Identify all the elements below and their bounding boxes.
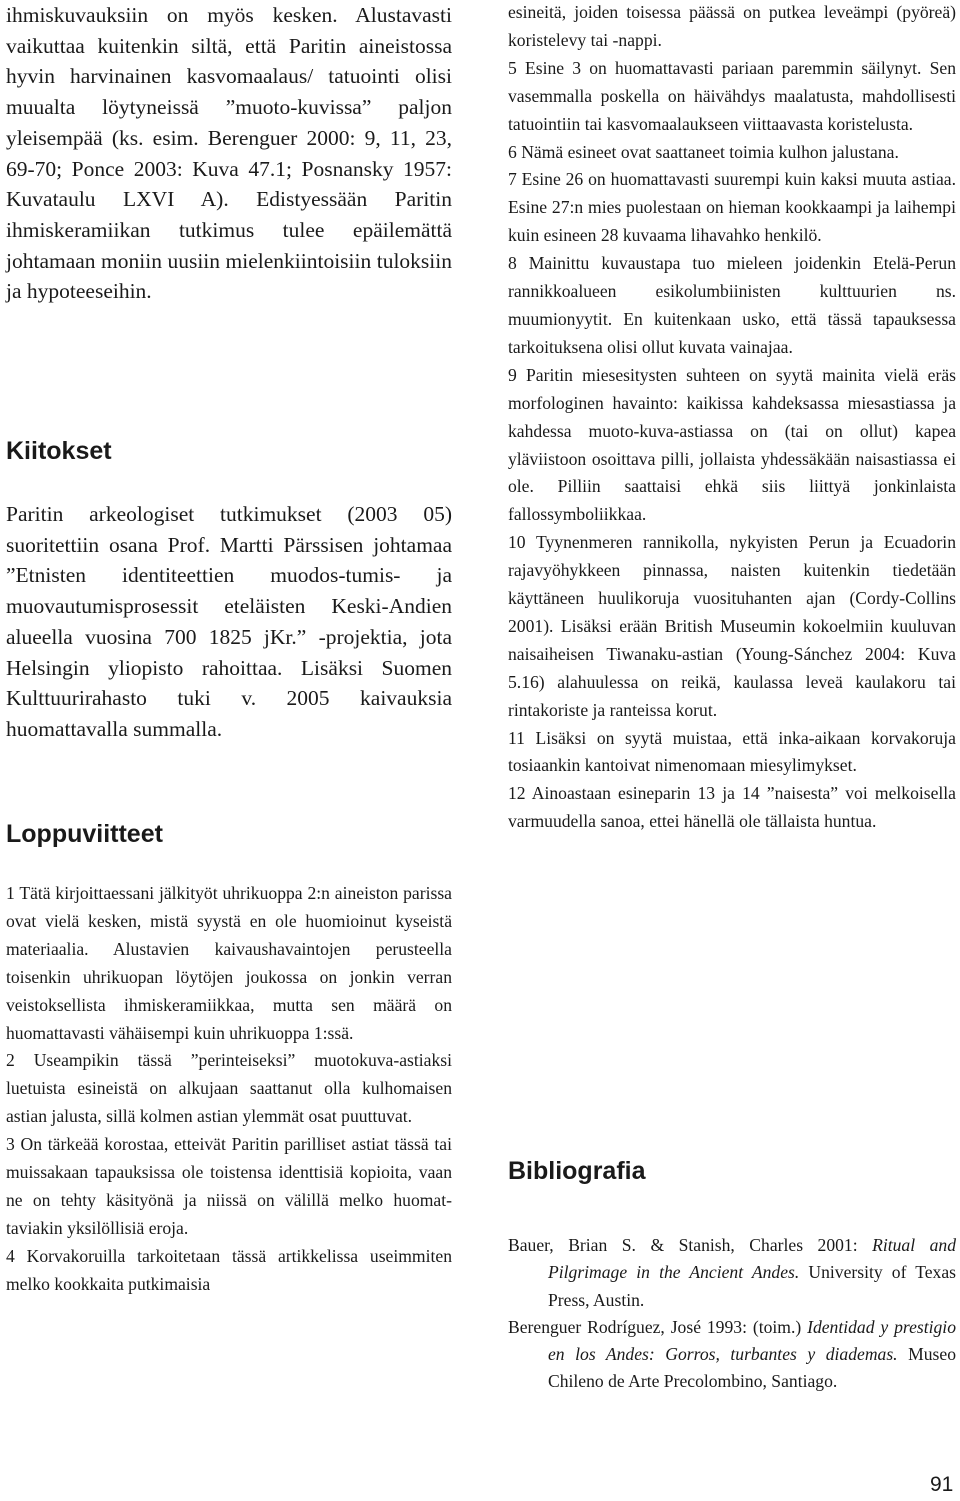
bibliography-title: Ritual and Pilgrimage in the Ancient Andes. [548,1235,956,1283]
endnote: 8 Mainittu kuvaustapa tuo mieleen joidenkin Etelä-Perun rannikkoalueen esikolumbiinisten kulttuurien ns. muumionyytit. En kuitenkaan usko, että tässä tapauksessa tarkoituksena olisi ollut kuvata vainajaa. [508,253,956,357]
endnotes-list [6,880,452,1299]
acknowledgements-text: Paritin arkeologiset tutkimukset (2003 05) suoritettiin osana Prof. Martti Pärssisen johtamaa ”Etnisten identiteettien muodos-tumis- ja muovautumisprosessit eteläisten Keski-Andien alueella vuosina 700 1825 jKr.” -projektia, jota Helsingin yliopisto rahoittaa. Lisäksi Suomen Kulttuurirahasto tuki v. 2005 kaivauksia huomattavalla summalla. [6,502,452,741]
bibliography-author: Berenguer Rodríguez, José 1993: (toim.) [508,1316,808,1337]
endnote: 5 Esine 3 on huomattavasti pariaan paremmin säilynyt. Sen vasemmalla poskella on häivähdys maalatusta, mahdollisesti tatuointiin tai kasvomaalaukseen viittaavasta koristelusta. [508,57,956,134]
endnotes-heading: Loppuviitteet [6,820,163,848]
bibliography-entry [508,1314,956,1396]
bibliography-entry [508,1232,956,1314]
bibliography-list [508,1232,956,1396]
endnote: 3 On tärkeää korostaa, etteivät Paritin parilliset astiat tässä tai muissakaan tapauksissa ole toistensa identtisiä kopioita, vaan ne on tehty käsityönä ja niissä on välillä melko huomat-taviakin yksilöllisiä eroja. [6,1134,452,1238]
acknowledgements-heading: Kiitokset [6,437,112,465]
intro-section [6,0,452,307]
bibliography-title: Identidad y prestigio en los Andes: Gorros, turbantes y diademas. [548,1316,956,1365]
endnote: 6 Nämä esineet ovat saattaneet toimia kulhon jalustana. [508,141,899,162]
bibliography-heading: Bibliografia [508,1157,646,1185]
endnote: 7 Esine 26 on huomattavasti suurempi kuin kaksi muuta astiaa. Esine 27:n mies puolestaan on hieman kookkaampi ja laihempi kuin esineen 28 kuvaama lihavahko henkilö. [508,169,956,246]
endnote: 12 Ainoastaan esineparin 13 ja 14 ”naisesta” voi melkoisella varmuudella sanoa, ettei hänellä ole tällaista huntua. [508,783,956,832]
page-number: 91 [930,1473,954,1496]
bibliography-publisher: Museo Chileno de Arte Precolombino, Santiago. [548,1344,957,1392]
bibliography-author: Bauer, Brian S. & Stanish, Charles 2001: [508,1235,873,1255]
endnote: 10 Tyynenmeren rannikolla, nykyisten Perun ja Ecuadorin rajavyöhykkeen pinnassa, naisten kuitenkin tiedetään käyttäneen huulikoruja vuosituhanten ajan (Cordy-Collins 2001). Lisäksi erään British Museumin kokoelmiin kuuluvan naisaiheisen Tiwanaku-astian (Young-Sánchez 2004: Kuva 5.16) alahuulessa on reikä, kaulassa leveä kaulakoru tai rintakoriste ja ranteissa korut. [508,532,956,720]
endnote: 1 Tätä kirjoittaessani jälkityöt uhrikuoppa 2:n aineiston parissa ovat vielä kesken, mistä syystä en ole huomioinut kyseistä materiaalia. Alustavien kaivaushavaintojen perusteella toisenkin uhrikuopan löytöjen joukossa on jonkin verran veistoksellista ihmiskeramiikkaa, mutta sen määrä on huomattavasti vähäisempi kuin uhrikuoppa 1:ssä. [6,883,452,1043]
endnote: 9 Paritin miesesitysten suhteen on syytä mainita vielä eräs morfologinen havainto: kaikissa kahdeksassa miesastiassa ja kahdessa muoto-kuva-astiassa on (tai on ollut) kapea yläviistoon osoittava pilli, jollaista yhdessäkään naisastiassa ei ole. Pilliin saattaisi ehkä siis liittyä jonkinlaista fallossymboliikkaa. [508,364,956,525]
intro-paragraph: ihmiskuvauksiin on myös kesken. Alustavasti vaikuttaa kuitenkin siltä, että Paritin aineistossa hyvin harvinainen kasvomaalaus/ tatuointi olisi muualta löytyneissä ”muoto-kuvissa” paljon yleisempää (ks. esim. Berenguer 2000: 9, 11, 23, 69-70; Ponce 2003: Kuva 47.1; Posnansky 1957: Kuvataulu LXVI A). Edistyessään Paritin ihmiskeramiikan tutkimus tulee epäilemättä johtamaan moniin uusiin mielenkiintoisiin tuloksiin ja hypoteeseihin. [6,3,452,304]
endnote: 2 Useampikin tässä ”perinteiseksi” muotokuva-astiaksi luetuista esineistä on alkujaan saattanut olla kulhomaisen astian jalusta, sillä kolmen astian ylemmät osat puuttuvat. [6,1050,452,1127]
endnote: 4 Korvakoruilla tarkoitetaan tässä artikkelissa useimmiten melko kookkaita putkimaisia [6,1245,452,1294]
endnote: esineitä, joiden toisessa päässä on putkea leveämpi (pyöreä) koristelevy tai -nappi. [508,2,956,50]
acknowledgements-section [6,499,452,745]
bibliography-publisher: University of Texas Press, Austin. [548,1262,956,1310]
endnote: 11 Lisäksi on syytä muistaa, että inka-aikaan korvakoruja tosiaankin kantoivat nimenomaan miesylimykset. [508,727,956,776]
endnotes-continued [508,0,956,836]
